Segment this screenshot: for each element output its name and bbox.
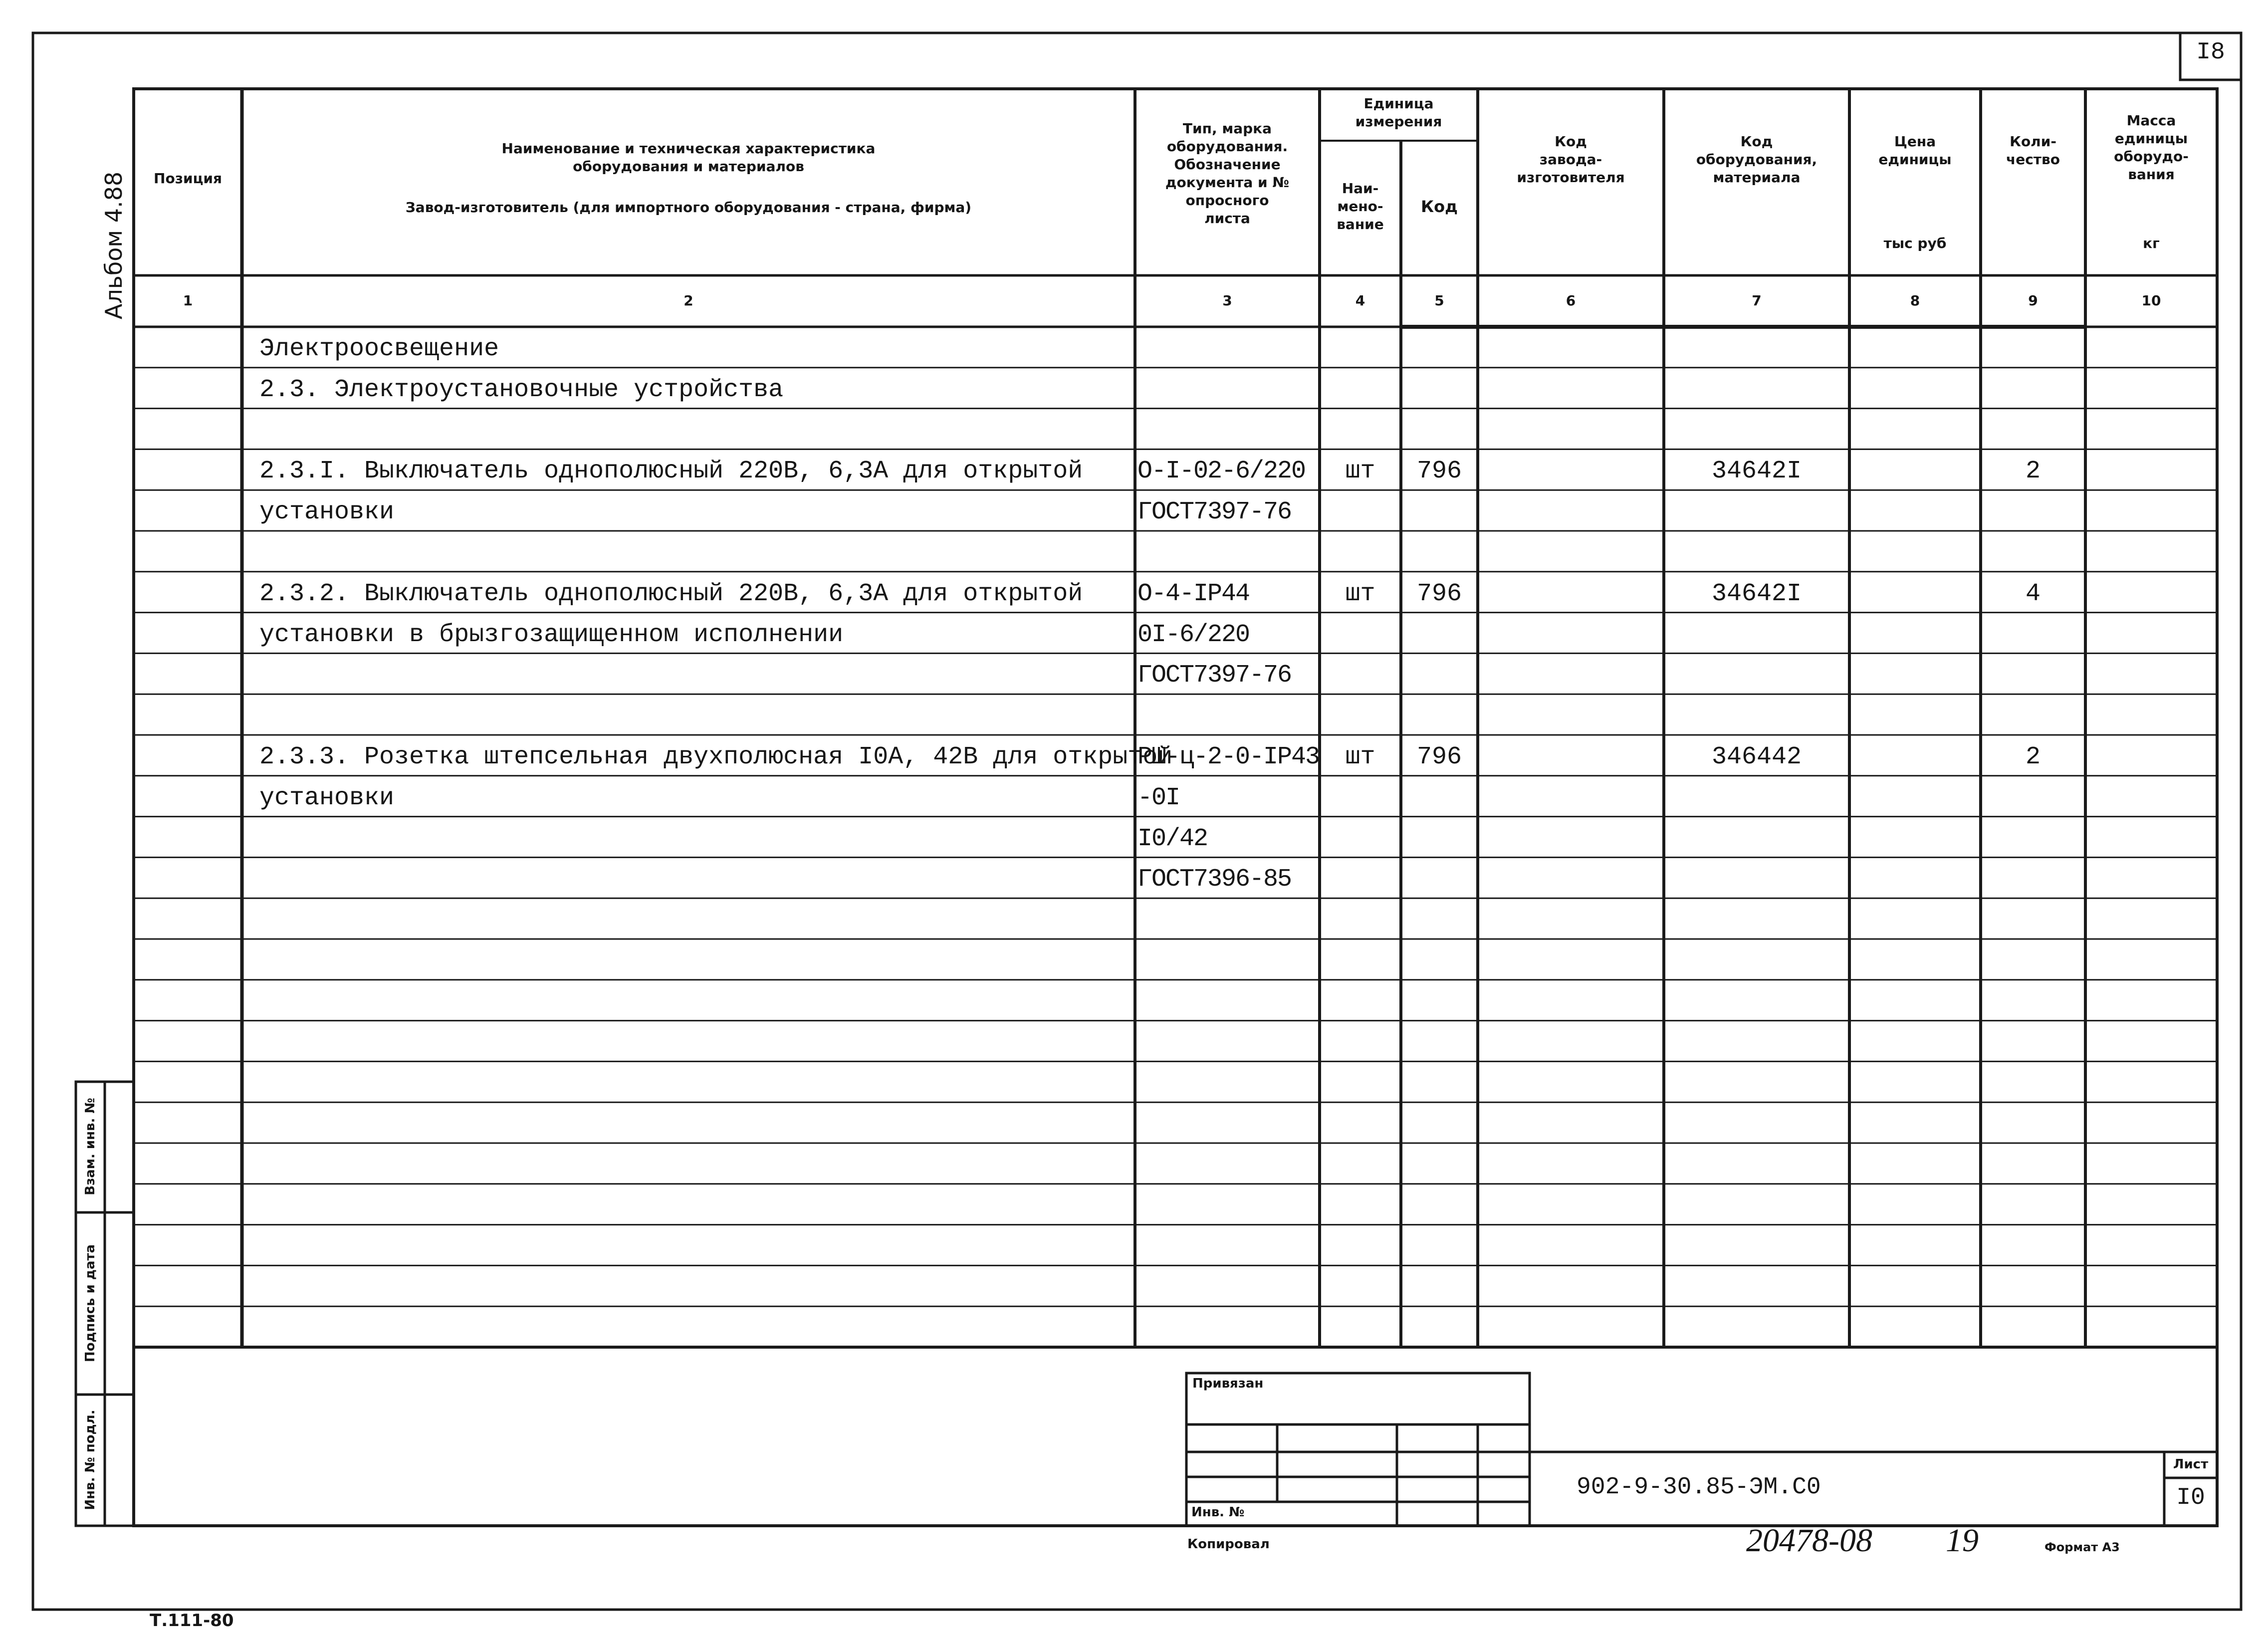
table-cell-type: РШ-ц-2-0-IР43 — [1137, 742, 1320, 771]
header-unit-group: Единица измерения — [1355, 95, 1442, 130]
table-cell-type: ГОСТ7397-76 — [1137, 498, 1292, 527]
table-cell-name: 2.3.3. Розетка штепсельная двухполюсная I0А, 42В для открытой — [259, 742, 1173, 771]
column-number: 8 — [1910, 292, 1920, 309]
table-cell-type: I0/42 — [1137, 824, 1208, 853]
footer-format: Формат А3 — [2044, 1540, 2120, 1554]
table-cell-unit: шт — [1345, 579, 1375, 608]
title-doc-code: 902-9-30.85-ЭМ.С0 — [1577, 1474, 1821, 1501]
title-list-number: I0 — [2176, 1484, 2205, 1511]
table-cell-name: установки — [259, 498, 395, 527]
column-number: 1 — [183, 292, 193, 309]
header-mass: Масса единицы оборудо- вания — [2114, 112, 2189, 183]
table-cell-name: установки — [259, 783, 395, 812]
table-cell-code: 796 — [1416, 457, 1462, 486]
table-cell-type: ГОСТ7396-85 — [1137, 865, 1292, 894]
table-cell-type: 0I-6/220 — [1137, 620, 1250, 649]
header-manufacturer: Завод-изготовитель (для импортного оборудования - страна, фирма) — [405, 199, 972, 216]
table-cell-equip: 346442 — [1711, 742, 1802, 771]
title-privyazan: Привязан — [1192, 1376, 1264, 1391]
column-number: 9 — [2028, 292, 2038, 309]
footer-handwritten-number: 20478-08 — [1746, 1522, 1872, 1559]
table-cell-type: О-I-02-6/220 — [1137, 457, 1306, 486]
header-price-unit: тыс руб — [1883, 235, 1947, 251]
stamp-podpis-data: Подпись и дата — [83, 1244, 98, 1363]
table-cell-unit: шт — [1345, 742, 1375, 771]
header-plant-code: Код завода- изготовителя — [1517, 133, 1625, 186]
table-cell-code: 796 — [1416, 742, 1462, 771]
column-number: 6 — [1566, 292, 1576, 309]
header-name: Наименование и техническая характеристика оборудования и материалов — [501, 140, 876, 175]
table-cell-qty: 4 — [2025, 579, 2041, 608]
header-quantity: Коли- чество — [2006, 133, 2060, 168]
table-cell-name: 2.3. Электроустановочные устройства — [259, 375, 784, 404]
table-cell-name: 2.3.I. Выключатель однополюсный 220В, 6,3А для открытой — [259, 457, 1083, 486]
sheet-number-top: I8 — [2196, 39, 2225, 66]
header-unit-code: Код — [1421, 197, 1458, 216]
title-list-label: Лист — [2173, 1457, 2209, 1472]
column-number: 4 — [1355, 292, 1365, 309]
table-cell-type: ГОСТ7397-76 — [1137, 661, 1292, 690]
column-number: 2 — [683, 292, 693, 309]
table-cell-name: Электроосвещение — [259, 334, 499, 363]
table-cell-name: установки в брызгозащищенном исполнении — [259, 620, 844, 649]
footer-kopiroval: Копировал — [1187, 1537, 1270, 1552]
column-number: 10 — [2141, 292, 2161, 309]
table-cell-unit: шт — [1345, 457, 1375, 486]
footer-form-code: Т.111-80 — [150, 1611, 234, 1631]
title-inv-no: Инв. № — [1191, 1505, 1245, 1520]
table-cell-code: 796 — [1416, 579, 1462, 608]
table-cell-qty: 2 — [2025, 742, 2041, 771]
column-number: 3 — [1222, 292, 1232, 309]
table-cell-qty: 2 — [2025, 457, 2041, 486]
stamp-inv-podl: Инв. № подл. — [83, 1410, 98, 1510]
footer-handwritten-page: 19 — [1946, 1522, 1979, 1559]
header-unit-name: Наи- мено- вание — [1337, 180, 1384, 233]
album-label: Альбом 4.88 — [100, 171, 127, 320]
table-cell-name: 2.3.2. Выключатель однополюсный 220В, 6,3А для открытой — [259, 579, 1083, 608]
header-price: Цена единицы — [1878, 133, 1952, 168]
header-position: Позиция — [154, 170, 222, 187]
table-cell-type: -0I — [1137, 783, 1180, 812]
table-cell-equip: 34642I — [1711, 457, 1802, 486]
stamp-vzam-inv: Взам. инв. № — [83, 1098, 98, 1195]
table-cell-equip: 34642I — [1711, 579, 1802, 608]
header-equipment-code: Код оборудования, материала — [1696, 133, 1817, 186]
table-cell-type: О-4-IР44 — [1137, 579, 1250, 608]
column-number: 5 — [1434, 292, 1444, 309]
header-mass-unit: кг — [2143, 235, 2160, 251]
column-number: 7 — [1752, 292, 1762, 309]
header-type: Тип, марка оборудования. Обозначение документа и № опросного листа — [1165, 120, 1290, 227]
